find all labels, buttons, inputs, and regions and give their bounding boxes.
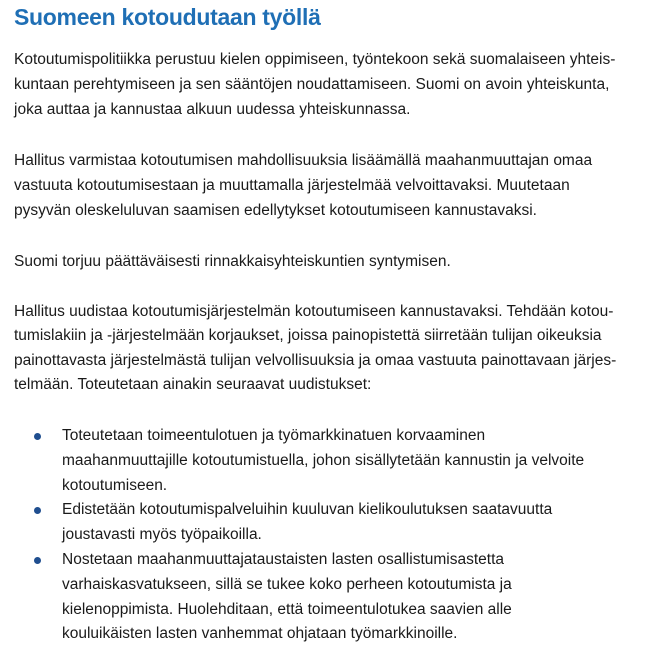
paragraph-1-line-2: kuntaan perehtymiseen ja sen sääntöjen noudattamiseen. Suomi on avoin yhteiskunta, bbox=[14, 76, 610, 93]
bullet-1-line-3: kotoutumiseen. bbox=[62, 477, 168, 494]
bullet-3-line-4: kouluikäisten lasten vanhemmat ohjataan työmarkkinoille. bbox=[62, 625, 458, 642]
bullet-dot-icon bbox=[34, 433, 41, 440]
paragraph-3-line-1: Suomi torjuu päättäväisesti rinnakkaisyhteiskuntien syntymisen. bbox=[14, 253, 451, 270]
section-heading: Suomeen kotoudutaan työllä bbox=[14, 4, 321, 30]
paragraph-4-line-1: Hallitus uudistaa kotoutumisjärjestelmän kotoutumiseen kannustavaksi. Tehdään kotou- bbox=[14, 303, 614, 320]
paragraph-4-line-3: painottavasta järjestelmästä tulijan velvollisuuksia ja omaa vastuuta painottavaan järjes- bbox=[14, 352, 617, 369]
paragraph-2-line-3: pysyvän oleskeluluvan saamisen edellytykset kotoutumiseen kannustavaksi. bbox=[14, 202, 537, 219]
bullet-3-line-2: varhaiskasvatukseen, sillä se tukee koko perheen kotoutumista ja bbox=[62, 576, 512, 593]
bullet-1-line-2: maahanmuuttajille kotoutumistuella, johon sisällytetään kannustin ja velvoite bbox=[62, 452, 585, 469]
paragraph-4-line-2: tumislakiin ja -järjestelmään korjaukset, joissa painopistettä siirretään tulijan oikeuksia bbox=[14, 327, 602, 344]
paragraph-4-line-4: telmään. Toteutetaan ainakin seuraavat uudistukset: bbox=[14, 376, 372, 393]
bullet-1-line-1: Toteutetaan toimeentulotuen ja työmarkkinatuen korvaaminen bbox=[62, 427, 486, 444]
bullet-3-line-3: kielenoppimista. Huolehditaan, että toimeentulotukea saavien alle bbox=[62, 601, 512, 618]
paragraph-1-line-3: joka auttaa ja kannustaa alkuun uudessa yhteiskunnassa. bbox=[14, 101, 411, 118]
bullet-dot-icon bbox=[34, 507, 41, 514]
bullet-dot-icon bbox=[34, 557, 41, 564]
bullet-2-line-1: Edistetään kotoutumispalveluihin kuuluvan kielikoulutuksen saatavuutta bbox=[62, 501, 553, 518]
bullet-2-line-2: joustavasti myös työpaikoilla. bbox=[62, 526, 262, 543]
paragraph-2-line-1: Hallitus varmistaa kotoutumisen mahdollisuuksia lisäämällä maahanmuuttajan omaa bbox=[14, 152, 593, 169]
paragraph-1-line-1: Kotoutumispolitiikka perustuu kielen oppimiseen, työntekoon sekä suomalaiseen yhteis- bbox=[14, 51, 616, 68]
bullet-3-line-1: Nostetaan maahanmuuttajataustaisten lasten osallistumisastetta bbox=[62, 551, 504, 568]
paragraph-2-line-2: vastuuta kotoutumisestaan ja muuttamalla järjestelmää velvoittavaksi. Muutetaan bbox=[14, 177, 570, 194]
